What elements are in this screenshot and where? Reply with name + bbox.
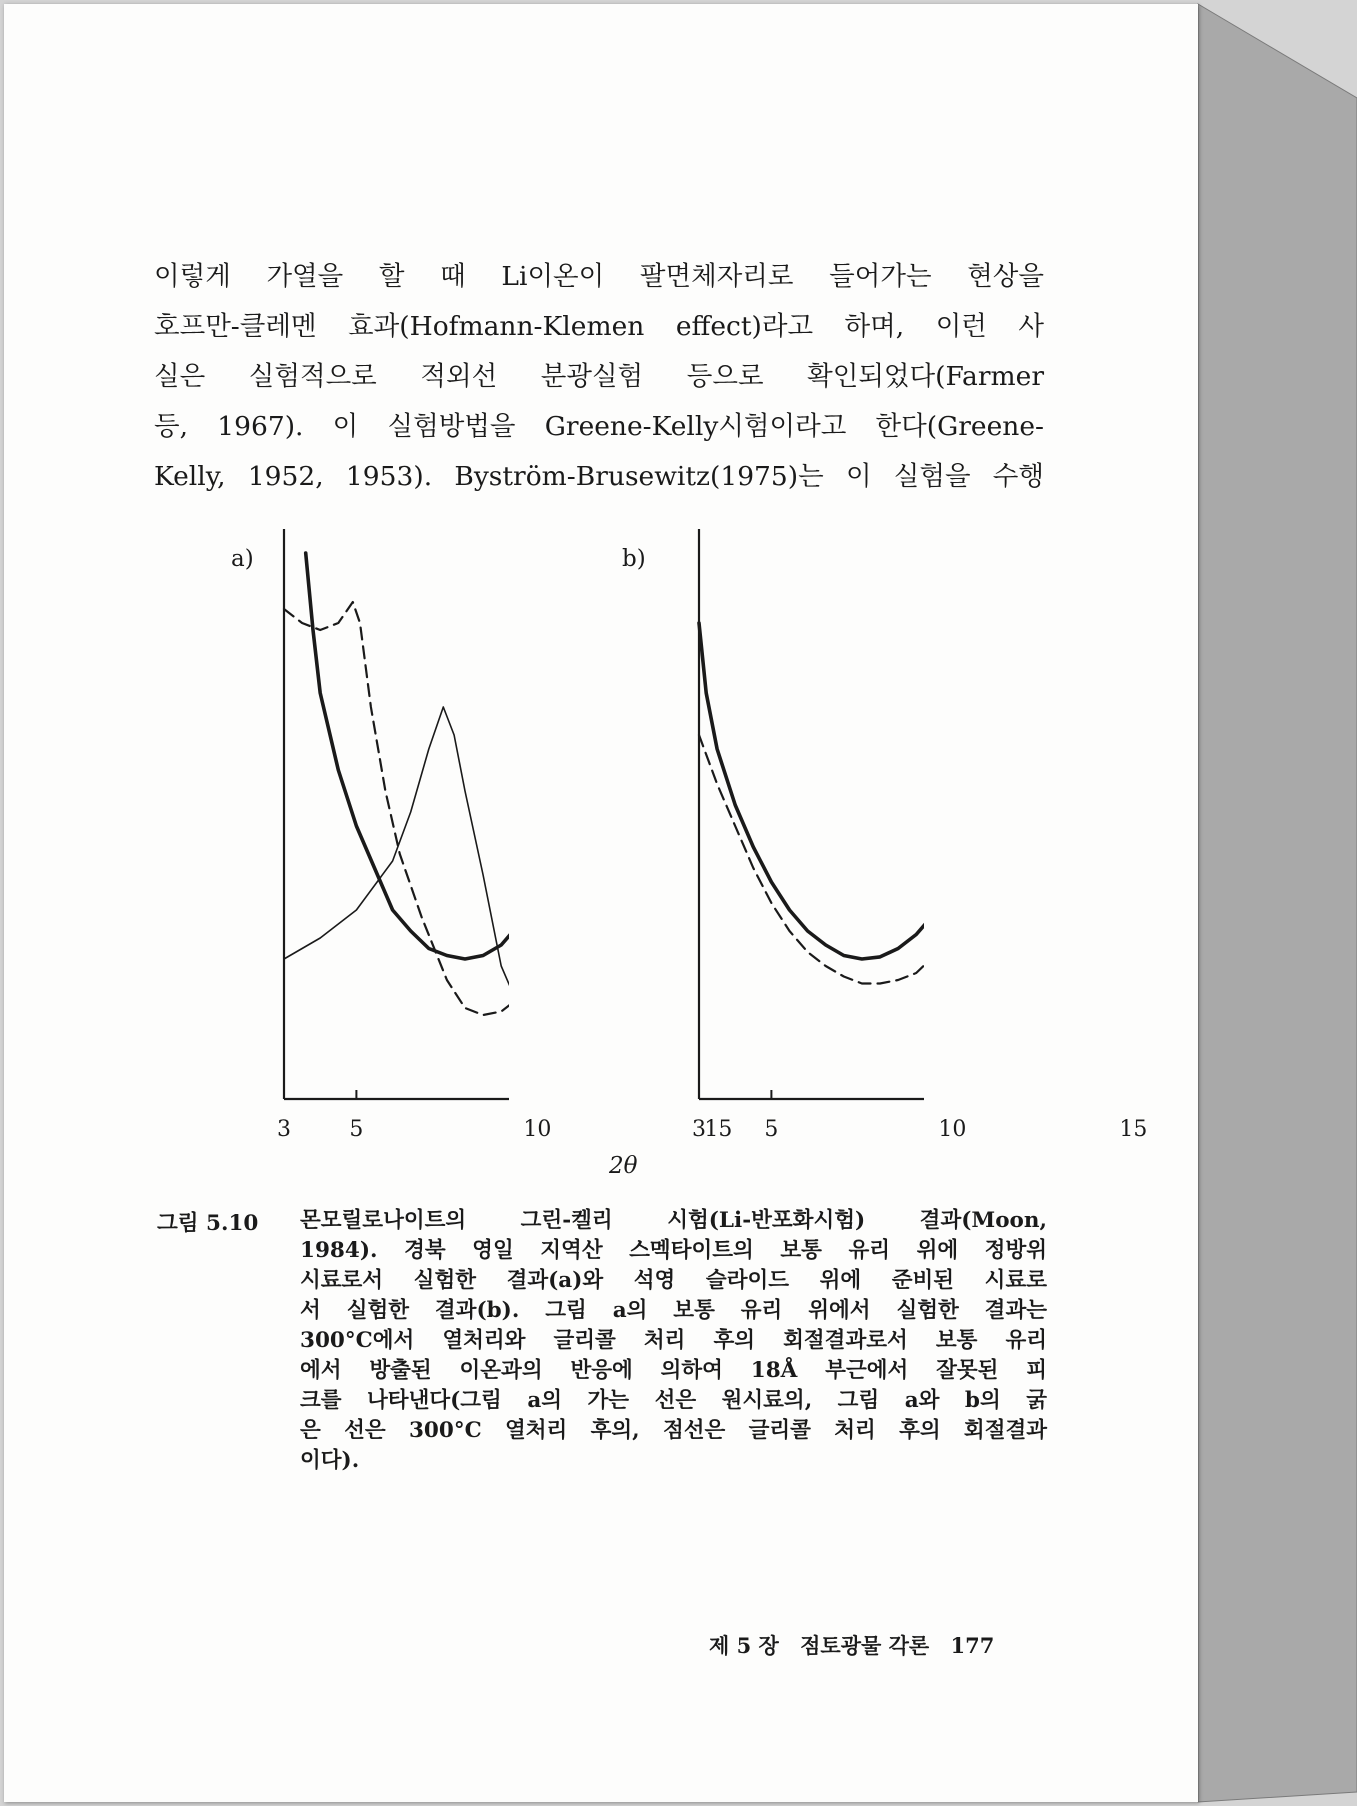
- xrd-chart-a: [219, 524, 733, 1164]
- body-line: 호프만-클레멘 효과(Hofmann-Klemen effect)라고 하며, 이런 사: [154, 311, 1044, 342]
- x-tick-label: 10: [523, 1117, 552, 1142]
- x-tick-label: 5: [349, 1117, 364, 1142]
- plot-area: [634, 524, 924, 1114]
- caption-line: 300°C에서 열처리와 글리콜 처리 후의 회절결과로서 보통 유리: [300, 1328, 1047, 1353]
- panel-label: a): [231, 546, 254, 572]
- section-title: 점토광물 각론: [800, 1633, 930, 1658]
- x-tick-label: 3: [692, 1117, 706, 1142]
- caption-line: 서 실험한 결과(b). 그림 a의 보통 유리 위에서 실험한 결과는: [300, 1298, 1047, 1323]
- caption-line: 크를 나타낸다(그림 a의 가는 선은 원시료의, 그림 a와 b의 굵: [300, 1388, 1047, 1413]
- x-tick-label: 3: [277, 1117, 291, 1142]
- series-thin-solid-line: [284, 707, 509, 1076]
- caption-line: 1984). 경북 영일 지역산 스멕타이트의 보통 유리 위에 정방위: [300, 1238, 1047, 1263]
- book-page: [4, 4, 1198, 1802]
- page-number: 177: [950, 1633, 995, 1658]
- x-tick-label: 15: [1119, 1117, 1148, 1142]
- body-line: 실은 실험적으로 적외선 분광실험 등으로 확인되었다(Farmer: [154, 361, 1044, 392]
- chapter-label: 제 5 장: [709, 1633, 779, 1658]
- body-line: 이렇게 가열을 할 때 Li이온이 팔면체자리로 들어가는 현상을: [154, 261, 1044, 292]
- series-thick-solid-line: [306, 553, 509, 1071]
- x-axis-title: 2θ: [609, 1153, 638, 1179]
- caption-line: 이다).: [300, 1448, 360, 1473]
- body-line: 등, 1967). 이 실험방법을 Greene-Kelly시험이라고 한다(Greene-: [154, 411, 1044, 442]
- panel-label: b): [622, 546, 646, 572]
- caption-line: 에서 방출된 이온과의 반응에 의하여 18Å 부근에서 잘못된 피: [300, 1358, 1047, 1383]
- caption-line: 은 선은 300°C 열처리 후의, 점선은 글리콜 처리 후의 회절결과: [300, 1418, 1047, 1443]
- x-tick-label: 15: [704, 1117, 733, 1142]
- caption-line: 시료로서 실험한 결과(a)와 석영 슬라이드 위에 준비된 시료로: [300, 1268, 1047, 1293]
- caption-label: 그림 5.10: [157, 1211, 259, 1236]
- x-tick-label: 5: [764, 1117, 779, 1142]
- series-dashed-line: [699, 735, 924, 1029]
- x-tick-label: 10: [938, 1117, 967, 1142]
- series-thick-solid-line: [699, 623, 924, 1075]
- caption-line: 몬모릴로나이트의 그린-켈리 시험(Li-반포화시험) 결과(Moon,: [300, 1208, 1047, 1233]
- xrd-chart-b: [622, 524, 1148, 1164]
- body-line: Kelly, 1952, 1953). Byström-Brusewitz(1975)는 이 실험을 수행: [154, 461, 1044, 492]
- plot-area: [219, 524, 509, 1114]
- page-footer: [709, 1630, 1008, 1660]
